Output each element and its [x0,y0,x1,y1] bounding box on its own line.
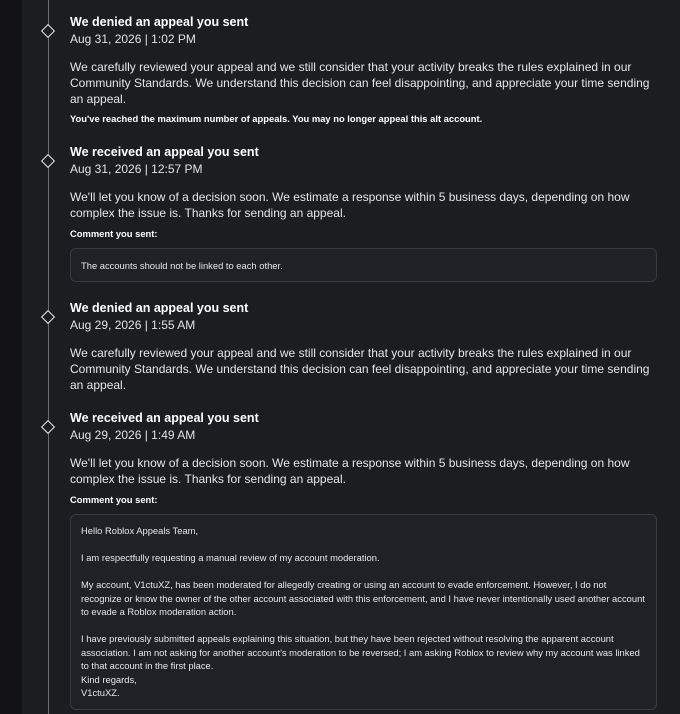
event-description: We'll let you know of a decision soon. We estimate a response within 5 business days, depending on how complex the issue is. Thanks for sending an appeal. [70,456,630,486]
appeal-event-received [70,145,658,282]
comment-paragraph: I am respectfully requesting a manual review of my account moderation. [81,552,380,563]
event-title: We denied an appeal you sent [70,301,249,315]
event-title: We received an appeal you sent [70,145,259,159]
comment-box [70,514,657,710]
event-title: We received an appeal you sent [70,411,259,425]
comment-box [70,248,657,282]
comment-paragraph: Kind regards, [81,673,137,685]
event-date: Aug 29, 2026 | 1:55 AM [70,318,196,332]
event-description: We carefully reviewed your appeal and we still consider that your activity breaks the rules explained in our Community Standards. We understand this decision can feel disappointing, and appreciate your time sending an appeal. [70,60,650,106]
comment-label: Comment you sent: [70,494,158,505]
event-description: We'll let you know of a decision soon. We estimate a response within 5 business days, depending on how complex the issue is. Thanks for sending an appeal. [70,190,630,220]
event-date: Aug 29, 2026 | 1:49 AM [70,428,196,442]
event-date: Aug 31, 2026 | 12:57 PM [70,162,203,176]
comment-paragraph: Hello Roblox Appeals Team, [81,525,199,536]
comment-paragraph: V1ctuXZ. [81,687,120,698]
max-appeals-notice: You've reached the maximum number of appeals. You may no longer appeal this alt account. [70,113,483,124]
timeline-line [48,0,49,714]
event-date: Aug 31, 2026 | 1:02 PM [70,32,196,46]
appeal-event-denied [70,301,658,393]
appeal-event-received [70,411,658,710]
appeal-event-denied [70,15,658,125]
comment-paragraph: My account, V1ctuXZ, has been moderated for allegedly creating or using an account to evade enforcement. However, I do not recognize or know the owner of the other account associated with this enforcement, and I have never intentionally used another account to evade a Roblox moderation action. [81,579,645,617]
comment-label: Comment you sent: [70,228,158,239]
comment-paragraph: I have previously submitted appeals explaining this situation, but they have been rejected without resolving the apparent account association. I am not asking for another account's moderation to be reversed; I am asking Roblox to review why my account was linked to that account in the first place. [81,633,640,671]
event-description: We carefully reviewed your appeal and we still consider that your activity breaks the rules explained in our Community Standards. We understand this decision can feel disappointing, and appreciate your time sending an appeal. [70,346,650,392]
event-title: We denied an appeal you sent [70,15,249,29]
comment-text: The accounts should not be linked to each other. [81,260,283,271]
